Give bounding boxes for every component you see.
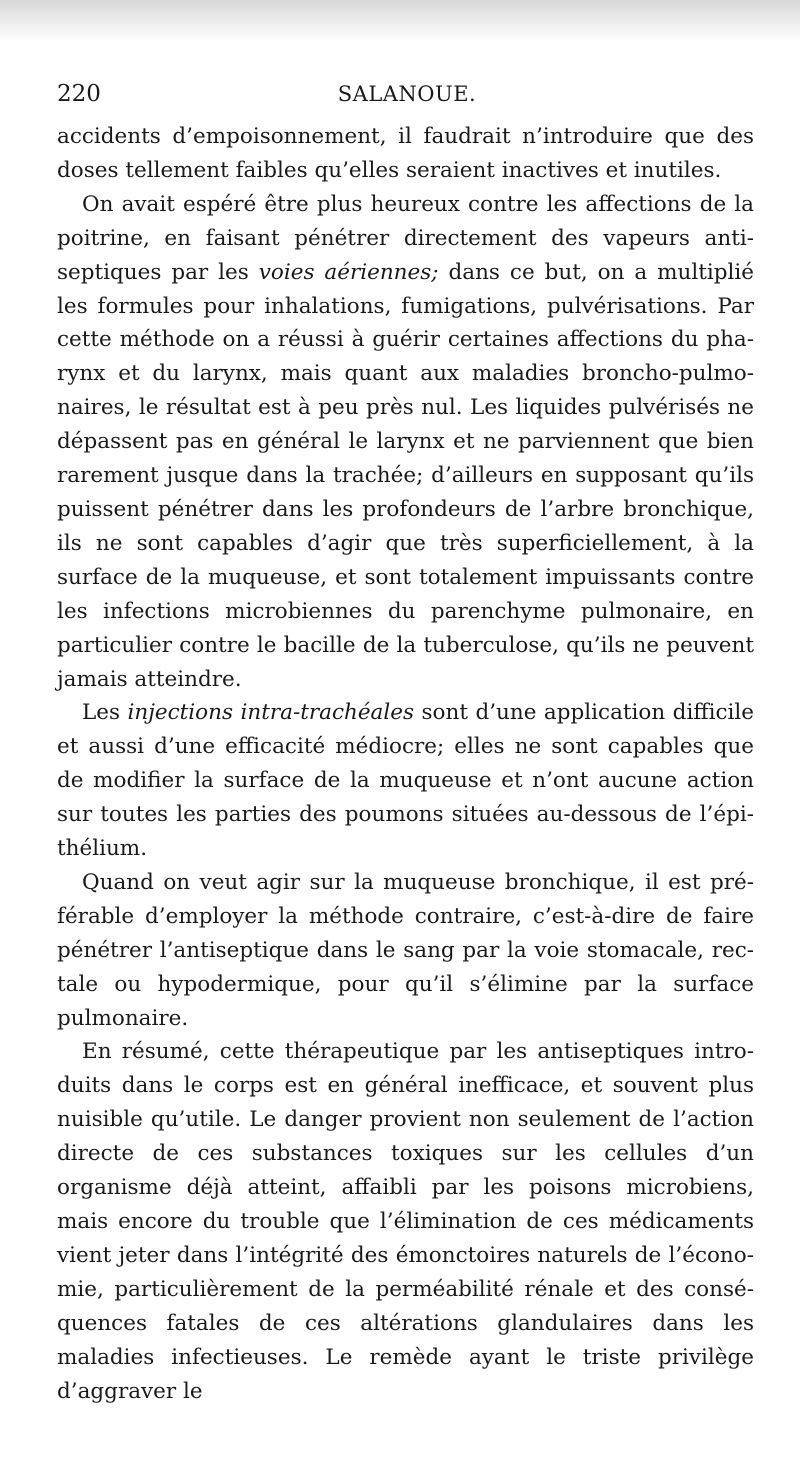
page-header [57, 80, 757, 108]
paragraph [57, 188, 754, 697]
body-text [57, 120, 754, 1408]
italic-term: injections intra-trachéales [127, 700, 415, 726]
paragraph [57, 866, 754, 1036]
running-title: SALANOUE. [337, 82, 477, 106]
text-run: On avait espéré être plus heureux contre les affections de la poitrine, en faisant pénétrer directement des vapeurs antiseptiques par les [57, 191, 754, 285]
text-run: Les [82, 700, 128, 726]
text-run: accidents d’empoisonnement, il faudrait n’introduire que des doses tellement faibles qu’elles seraient inactives et inutiles. [57, 124, 754, 183]
page-number: 220 [57, 81, 101, 107]
paragraph [57, 696, 754, 866]
paragraph [57, 1035, 754, 1408]
text-run: sont d’une application difficile et aussi d’une efficacité médiocre; elles ne sont capables que de modifier la surface de la muqueuse et n’ont aucune action sur toutes les parties des poumons situées au-dessous de l’épithélium. [57, 700, 754, 862]
text-run: En résumé, cette thérapeutique par les antiseptiques introduits dans le corps est en général inefficace, et souvent plus nuisible qu’utile. Le danger provient non seulement de l’action directe de ces substances toxiques sur les cellules d’un organisme déjà atteint, affaibli par les poisons microbiens, mais encore du trouble que l’élimination de ces médicaments vient jeter dans l’intégrité des émonctoires naturels de l’économie, particulièrement de la perméabilité rénale et des conséquences fatales de ces altérations glandulaires dans les maladies infectieuses. Le remède ayant le triste privilège d’aggraver le [57, 1039, 754, 1404]
paragraph [57, 120, 754, 188]
text-run: dans ce but, on a multiplié les formules pour inhalations, fumigations, pulvérisations. Par cette méthode on a réussi à guérir certaines affections du pharynx et du larynx, mais quant aux maladies broncho-pulmonaires, le résultat est à peu près nul. Les liquides pulvérisés ne dépassent pas en général le larynx et ne parviennent que bien rarement jusque dans la trachée; d’ailleurs en supposant qu’ils puissent pénétrer dans les profondeurs de l’arbre bronchique, ils ne sont capables d’agir que très superficiellement, à la surface de la muqueuse, et sont totalement impuissants contre les infections microbiennes du parenchyme pulmonaire, en particulier contre le bacille de la tuberculose, qu’ils ne peuvent jamais atteindre. [57, 259, 755, 692]
italic-term: voies aériennes; [258, 259, 439, 285]
text-run: Quand on veut agir sur la muqueuse bronchique, il est préférable d’employer la méthode contraire, c’est-à-dire de faire pénétrer l’antiseptique dans le sang par la voie stomacale, rectale ou hypodermique, pour qu’il s’élimine par la surface pulmonaire. [57, 869, 754, 1031]
